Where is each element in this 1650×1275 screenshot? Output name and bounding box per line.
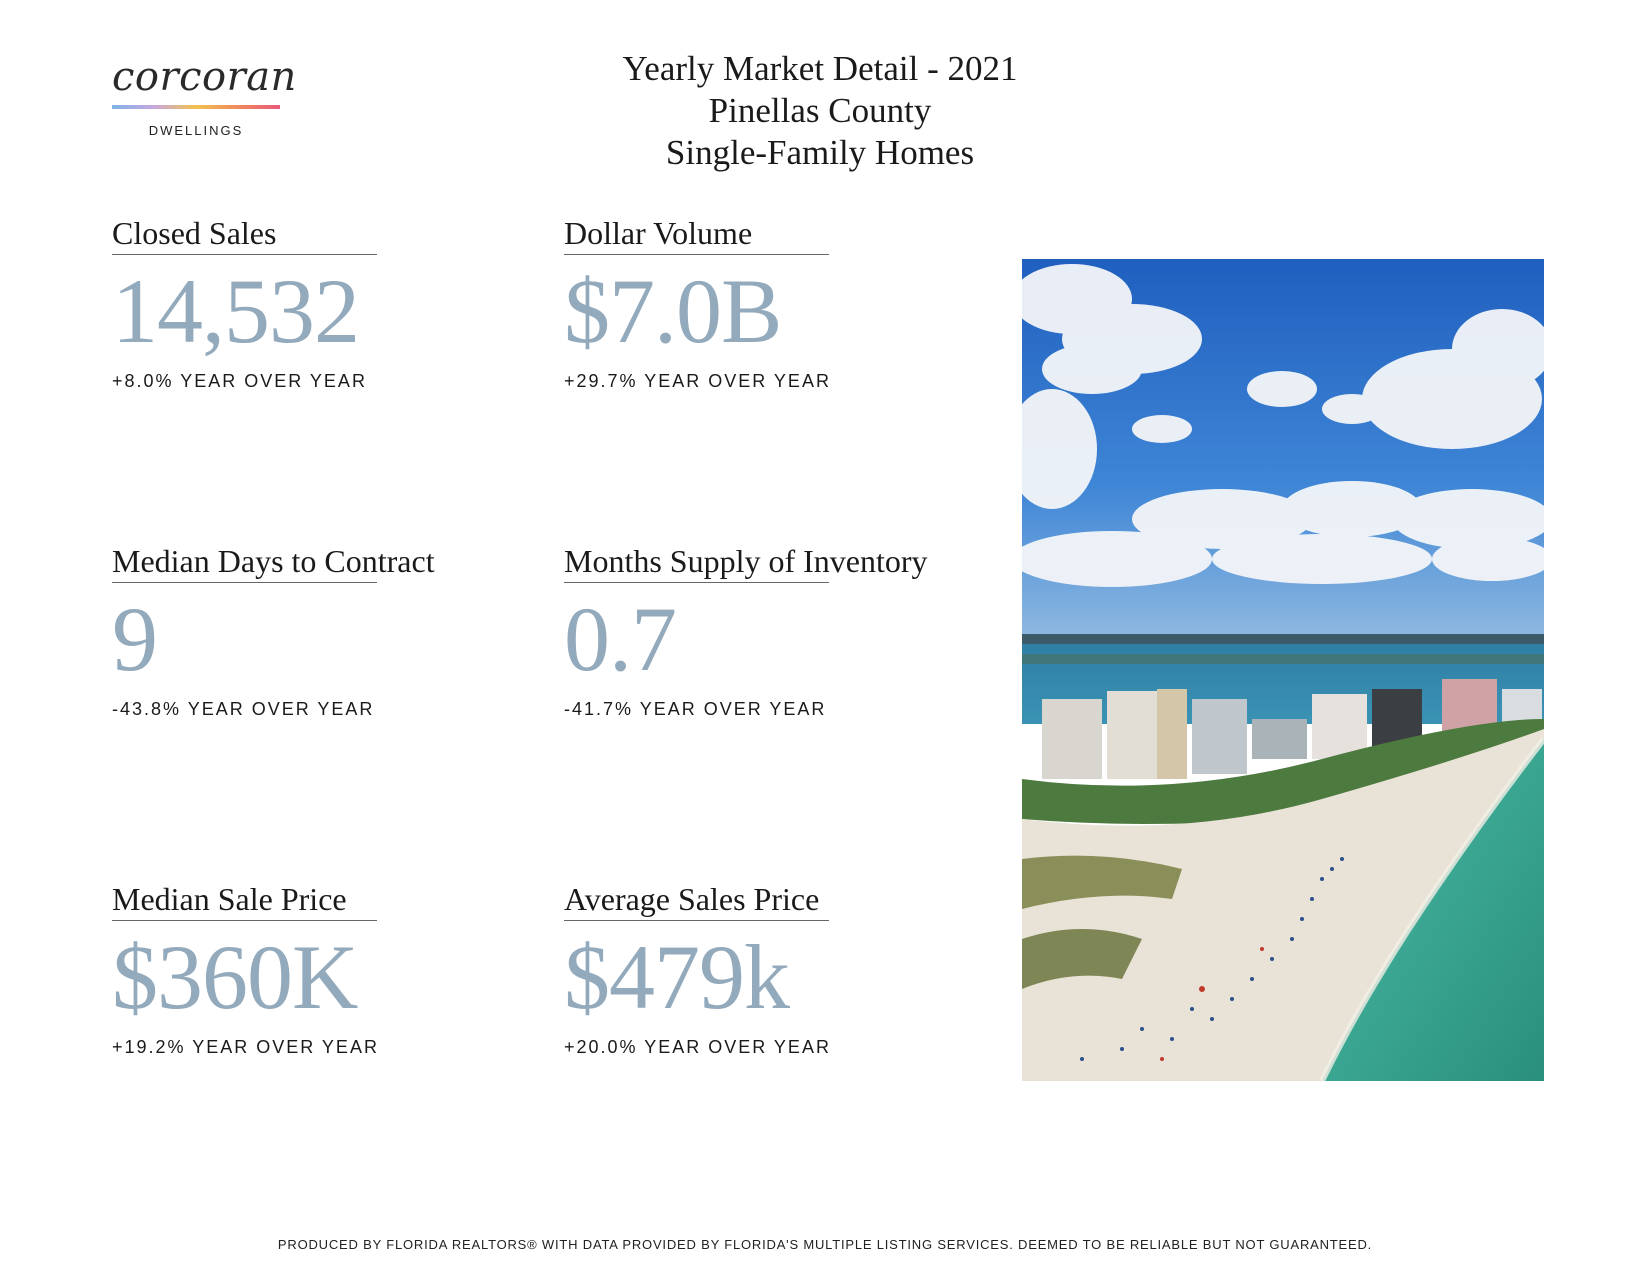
metric-label: Average Sales Price [564,881,820,917]
metric-change: -43.8% YEAR OVER YEAR [112,699,375,719]
title-line-year: Yearly Market Detail - 2021 [622,49,1018,88]
metric-change: +29.7% YEAR OVER YEAR [564,371,831,391]
metric-value: 0.7 [564,588,676,690]
metric-median-sale-price [112,880,492,1058]
metric-closed-sales [112,214,492,392]
metric-value: 9 [112,588,157,690]
corcoran-logo [112,54,297,138]
metric-divider [564,254,829,255]
metric-label: Median Sale Price [112,881,347,917]
footer-disclaimer: PRODUCED BY FLORIDA REALTORS® WITH DATA PROVIDED BY FLORIDA'S MULTIPLE LISTING SERVICES. DEEMED TO BE RELIABLE BUT NOT GUARANTEED. [277,1237,1373,1252]
metric-change: -41.7% YEAR OVER YEAR [564,699,827,719]
metric-months-supply [564,542,944,720]
metric-label: Months Supply of Inventory [564,543,928,579]
metric-label: Closed Sales [112,215,277,251]
metric-value: $479k [564,926,789,1028]
metric-value: 14,532 [112,260,359,362]
title-line-county: Pinellas County [708,91,932,130]
metric-divider [112,254,377,255]
metric-label: Median Days to Contract [112,543,435,579]
metric-dollar-volume [564,214,944,392]
metric-change: +8.0% YEAR OVER YEAR [112,371,367,391]
metric-label: Dollar Volume [564,215,753,251]
metric-value: $7.0B [564,260,782,362]
metric-divider [112,920,377,921]
beach-aerial-photo [1022,259,1544,1081]
metric-divider [564,920,829,921]
logo-gradient-bar [112,105,280,109]
report-title [560,48,1080,174]
metric-value: $360K [112,926,358,1028]
metric-divider [564,582,829,583]
metric-change: +20.0% YEAR OVER YEAR [564,1037,831,1057]
metric-average-sales-price [564,880,944,1058]
metric-divider [112,582,377,583]
metric-change: +19.2% YEAR OVER YEAR [112,1037,379,1057]
logo-subtitle: DWELLINGS [148,123,244,138]
logo-wordmark: corcoran [112,54,297,100]
metric-median-days-to-contract [112,542,492,720]
title-line-segment: Single-Family Homes [665,133,975,172]
